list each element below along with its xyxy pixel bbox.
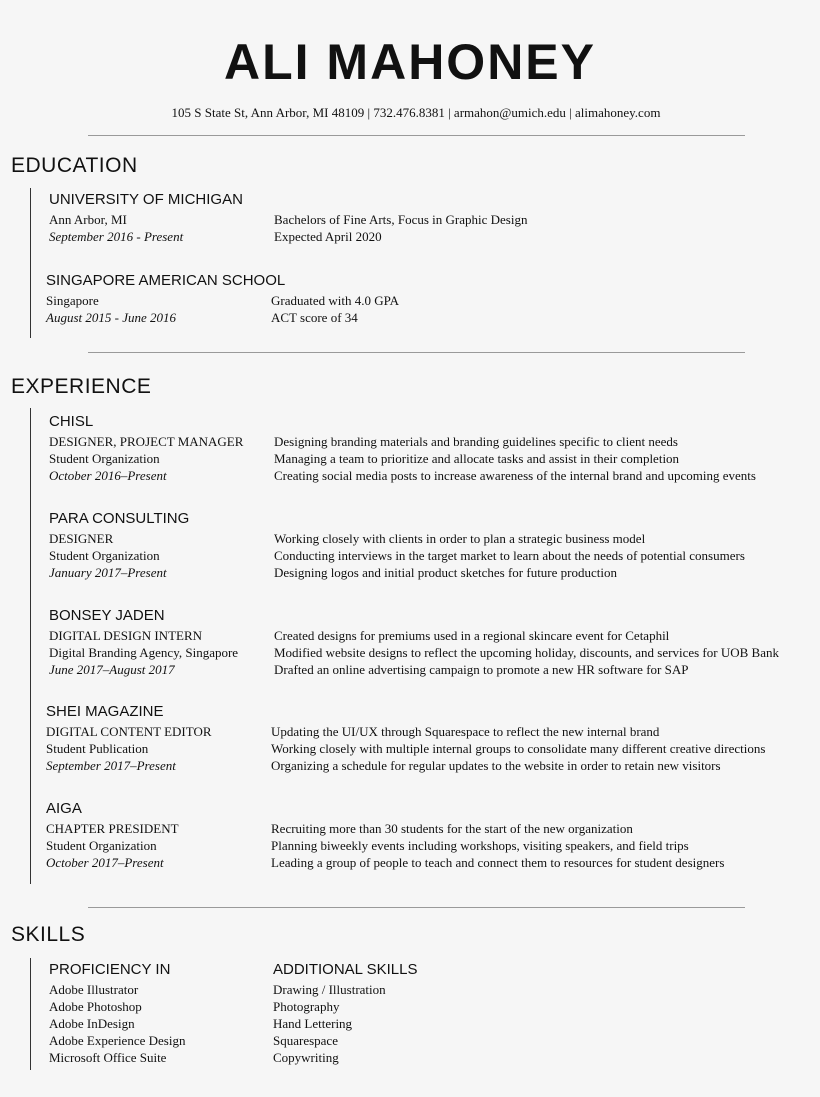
company-name: AIGA [46,800,82,817]
resume-name: ALI MAHONEY [224,34,596,90]
skills-proficiency [49,960,185,1066]
school-location: Singapore [46,293,99,308]
skill-item: Adobe Experience Design [49,1033,186,1048]
skill-item: Microsoft Office Suite [49,1050,167,1065]
job-dates: October 2017–Present [46,855,164,870]
school-name: UNIVERSITY OF MICHIGAN [49,191,243,208]
job-detail: Created designs for premiums used in a regional skincare event for Cetaphil [274,628,670,643]
job-role: CHAPTER PRESIDENT [46,821,179,836]
job-detail: Managing a team to prioritize and allocate tasks and assist in their completion [274,451,680,466]
skill-item: Photography [273,999,340,1014]
education-entry [46,271,399,326]
skills-heading: PROFICIENCY IN [49,961,171,978]
job-type: Digital Branding Agency, Singapore [49,645,239,660]
job-dates: September 2017–Present [46,758,176,773]
job-dates: October 2016–Present [49,468,167,483]
job-detail: Designing branding materials and branding guidelines specific to client needs [274,434,678,449]
divider [88,907,745,908]
school-name: SINGAPORE AMERICAN SCHOOL [46,272,286,289]
contact-info: 105 S State St, Ann Arbor, MI 48109 | 732.476.8381 | armahon@umich.edu | alimahoney.com [171,105,661,120]
job-detail: Modified website designs to reflect the upcoming holiday, discounts, and services for UOB Bank [274,645,779,660]
section-rule [30,188,31,338]
skill-item: Adobe Photoshop [49,999,142,1014]
skill-item: Drawing / Illustration [273,982,386,997]
skill-item: Adobe InDesign [49,1016,135,1031]
education-detail: Expected April 2020 [274,229,382,244]
job-detail: Working closely with clients in order to plan a strategic business model [274,531,646,546]
job-type: Student Organization [49,451,160,466]
section-title-education: EDUCATION [11,154,138,177]
company-name: CHISL [49,413,94,430]
job-role: DESIGNER, PROJECT MANAGER [49,434,244,449]
job-type: Student Publication [46,741,149,756]
school-dates: September 2016 - Present [49,229,184,244]
experience-entry [49,412,756,484]
job-detail: Drafted an online advertising campaign to promote a new HR software for SAP [274,662,689,677]
job-dates: January 2017–Present [49,565,167,580]
skill-item: Adobe Illustrator [49,982,139,997]
job-detail: Conducting interviews in the target market to learn about the needs of potential consumers [274,548,745,563]
job-detail: Recruiting more than 30 students for the start of the new organization [271,821,633,836]
section-rule [30,958,31,1070]
experience-entry [49,509,745,581]
company-name: SHEI MAGAZINE [46,703,164,720]
skill-item: Hand Lettering [273,1016,353,1031]
job-detail: Updating the UI/UX through Squarespace to reflect the new internal brand [271,724,660,739]
job-detail: Working closely with multiple internal groups to consolidate many different creative directions [271,741,766,756]
job-detail: Planning biweekly events including workshops, visiting speakers, and field trips [271,838,689,853]
job-detail: Designing logos and initial product sketches for future production [274,565,617,580]
job-type: Student Organization [49,548,160,563]
experience-entry [49,606,779,678]
section-title-experience: EXPERIENCE [11,375,152,398]
skills-additional [273,960,418,1066]
job-role: DIGITAL DESIGN INTERN [49,628,203,643]
job-detail: Leading a group of people to teach and connect them to resources for student designers [271,855,725,870]
divider [88,352,745,353]
experience-entry [46,799,724,871]
skills-heading: ADDITIONAL SKILLS [273,961,418,978]
education-detail: Graduated with 4.0 GPA [271,293,400,308]
education-entry [49,190,527,245]
divider [88,135,745,136]
company-name: BONSEY JADEN [49,607,165,624]
school-location: Ann Arbor, MI [49,212,127,227]
school-dates: August 2015 - June 2016 [46,310,176,325]
skill-item: Copywriting [273,1050,339,1065]
job-dates: June 2017–August 2017 [49,662,175,677]
experience-entry [46,702,765,774]
education-detail: ACT score of 34 [271,310,358,325]
job-type: Student Organization [46,838,157,853]
skill-item: Squarespace [273,1033,338,1048]
education-detail: Bachelors of Fine Arts, Focus in Graphic Design [274,212,528,227]
job-role: DIGITAL CONTENT EDITOR [46,724,212,739]
section-title-skills: SKILLS [11,923,86,946]
job-detail: Creating social media posts to increase awareness of the internal brand and upcoming events [274,468,756,483]
company-name: PARA CONSULTING [49,510,190,527]
section-rule [30,408,31,884]
job-role: DESIGNER [49,531,114,546]
job-detail: Organizing a schedule for regular updates to the website in order to retain new visitors [271,758,721,773]
